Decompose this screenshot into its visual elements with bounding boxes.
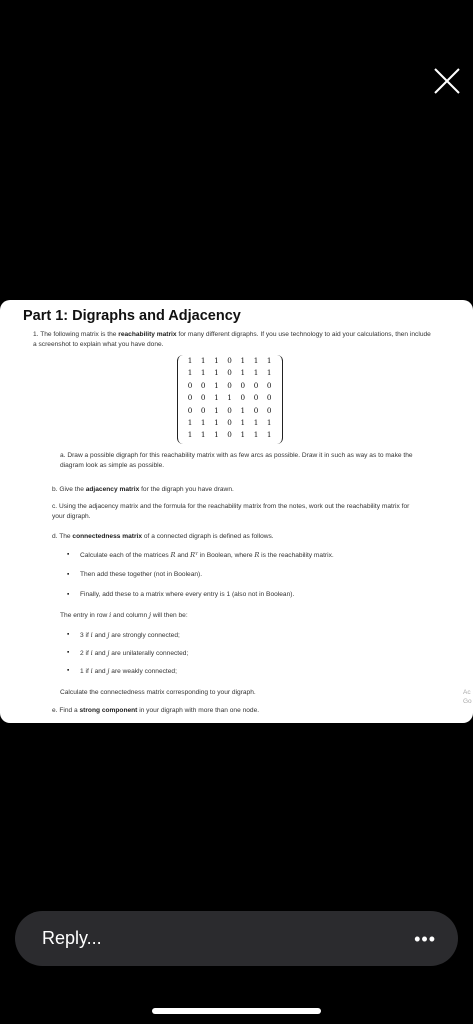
bullet-add: ▪ Then add these together (not in Boolean). xyxy=(80,570,202,580)
question-1c: c. Using the adjacency matrix and the formula for the reachability matrix from the notes, work out the reachability matrix for your digraph. xyxy=(52,503,410,521)
matrix-cell: 1 xyxy=(253,418,259,427)
matrix-cell: 0 xyxy=(266,393,272,403)
bullet-weakly: ▪ 1 if i and j are weakly connected; xyxy=(80,666,177,677)
matrix-cell: 0 xyxy=(253,380,259,390)
bullet-calculate: ▪ Calculate each of the matrices R and Rᵀ in Boolean, where R is the reachability matrix. xyxy=(80,550,334,561)
matrix-cell: 0 xyxy=(266,380,272,390)
matrix-cell: 1 xyxy=(214,393,219,403)
matrix-cell: 0 xyxy=(253,405,259,415)
matrix-cell: 0 xyxy=(227,356,232,365)
matrix-cell: 1 xyxy=(200,356,206,365)
matrix-cell: 1 xyxy=(214,430,219,440)
bullet-unilaterally: ▪ 2 if i and j are unilaterally connected; xyxy=(80,648,188,659)
reply-bar[interactable] xyxy=(15,911,458,966)
matrix-cell: 1 xyxy=(214,356,219,365)
matrix-cell: 1 xyxy=(266,418,272,427)
matrix-cell: 0 xyxy=(227,430,232,440)
matrix-cell: 1 xyxy=(240,418,246,427)
matrix-cell: 1 xyxy=(187,430,193,440)
matrix-cell: 1 xyxy=(227,393,232,403)
question-1: 1. The following matrix is the reachability matrix for many different digraphs. If you use technology to aid your calculations, then include a screenshot to explain what you have done. xyxy=(33,331,431,349)
matrix-cell: 1 xyxy=(266,430,272,440)
matrix-cell: 0 xyxy=(227,418,232,427)
matrix-cell: 1 xyxy=(240,405,246,415)
matrix-cell: 0 xyxy=(187,380,193,390)
matrix-cell: 1 xyxy=(253,368,259,378)
question-1e: e. Find a strong component in your digraph with more than one node. xyxy=(52,707,260,714)
matrix-cell: 0 xyxy=(200,393,206,403)
side-text: Ac Go xyxy=(463,689,472,705)
matrix-cell: 1 xyxy=(200,418,206,427)
matrix-cell: 1 xyxy=(240,430,246,440)
matrix-cell: 1 xyxy=(266,368,272,378)
matrix-cell: 1 xyxy=(187,418,193,427)
bullet-finally: ▪ Finally, add these to a matrix where every entry is 1 (also not in Boolean). xyxy=(80,590,294,600)
matrix-cell: 1 xyxy=(240,368,246,378)
matrix-cell: 0 xyxy=(200,405,206,415)
matrix-cell: 0 xyxy=(240,393,246,403)
matrix-cell: 0 xyxy=(227,380,232,390)
matrix-cell: 0 xyxy=(227,405,232,415)
matrix-cell: 0 xyxy=(227,368,232,378)
close-icon xyxy=(430,64,464,98)
matrix-cell: 0 xyxy=(200,380,206,390)
bullet-strongly: ▪ 3 if i and j are strongly connected; xyxy=(80,630,180,641)
matrix-cell: 0 xyxy=(187,393,193,403)
matrix-cell: 1 xyxy=(214,368,219,378)
matrix-cell: 1 xyxy=(214,380,219,390)
matrix-cell: 1 xyxy=(200,430,206,440)
entry-description: The entry in row i and column j will then be: xyxy=(60,611,188,619)
matrix-cell: 1 xyxy=(214,418,219,427)
matrix-cell: 1 xyxy=(253,430,259,440)
matrix-cell: 0 xyxy=(240,380,246,390)
matrix-cell: 1 xyxy=(253,356,259,365)
question-1d: d. The connectedness matrix of a connected digraph is defined as follows. xyxy=(52,533,274,540)
more-options-icon[interactable]: ••• xyxy=(414,929,436,949)
reply-input[interactable]: Reply... xyxy=(42,928,102,948)
matrix-right-bracket xyxy=(276,355,283,444)
matrix-cell: 0 xyxy=(266,405,272,415)
matrix-cell: 1 xyxy=(200,368,206,378)
matrix-left-bracket xyxy=(177,355,184,444)
matrix-cell: 0 xyxy=(253,393,259,403)
home-indicator[interactable] xyxy=(152,1008,321,1014)
matrix-cell: 1 xyxy=(187,356,193,365)
matrix-cell: 1 xyxy=(187,368,193,378)
matrix-cell: 0 xyxy=(187,405,193,415)
matrix-cell: 1 xyxy=(266,356,272,365)
page-title: Part 1: Digraphs and Adjacency xyxy=(23,308,241,324)
close-button[interactable] xyxy=(430,64,464,98)
calculate-instruction: Calculate the connectedness matrix corresponding to your digraph. xyxy=(60,689,256,696)
matrix-cell: 1 xyxy=(240,356,246,365)
matrix-cell: 1 xyxy=(214,405,219,415)
question-1b: b. Give the adjacency matrix for the digraph you have drawn. xyxy=(52,486,234,493)
question-1a: a. Draw a possible digraph for this reachability matrix with as few arcs as possible. Draw it in such as way as to make the diagram look as simple as possible. xyxy=(60,452,413,470)
assignment-image[interactable] xyxy=(0,300,473,723)
reachability-matrix xyxy=(177,355,283,444)
